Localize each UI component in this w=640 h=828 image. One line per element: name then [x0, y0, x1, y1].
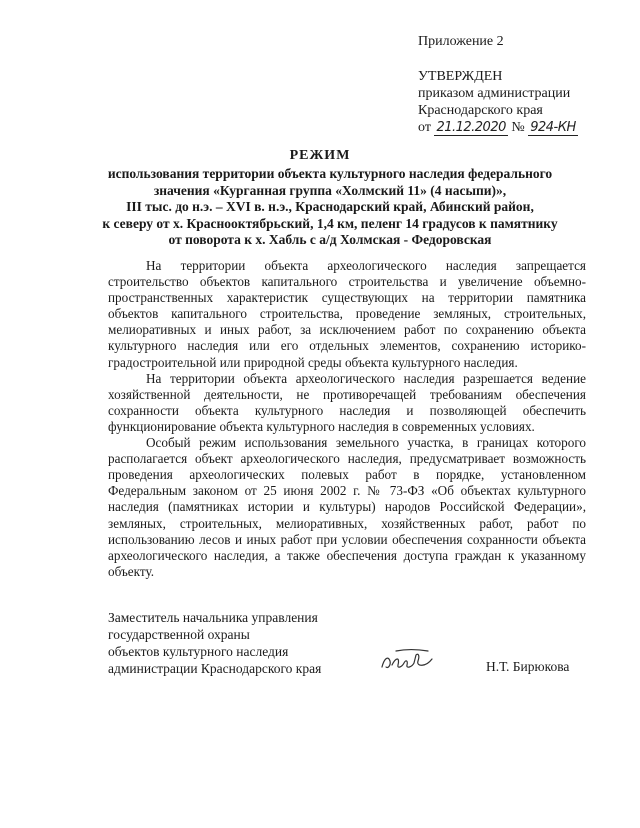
handwritten-signature	[376, 645, 440, 675]
order-from: от	[418, 120, 431, 135]
subtitle-line: использования территории объекта культурного наследия федерального	[107, 166, 553, 181]
order-line-1: приказом администрации	[418, 86, 571, 101]
signatory-position	[108, 609, 321, 677]
approval-block	[418, 68, 578, 136]
signatory-name: Н.Т. Бирюкова	[486, 659, 570, 674]
order-line-2: Краснодарского края	[418, 103, 543, 118]
subtitle-line: к северу от х. Краснооктябрьский, 1,4 км, пеленг 14 градусов к памятнику	[102, 215, 558, 231]
subtitle-line: значения «Курганная группа «Холмский 11» (4 насыпи)»,	[153, 182, 507, 198]
subtitle-line: от поворота к х. Хабль с а/д Холмская - Федоровская	[168, 232, 492, 248]
paragraph-prohibitions: На территории объекта археологического наследия запрещается строительство объектов капитального строительства и увеличение объемно-пространственных характеристик существующих на территории памятника объектов капитального строительства, проведение земляных, строительных, мелиоративных и иных работ, за исключением работ по сохранению объекта культурного наследия или его отдельных элементов, сохранению историко-градостроительной или природной среды объекта культурного наследия.	[108, 258, 586, 370]
paragraph-special-regime: Особый режим использования земельного участка, в границах которого располагается объект археологического наследия, предусматривает возможность проведения археологических полевых работ в порядке, установленном Федеральным законом от 25 июня 2002 г. № 73-ФЗ «Об объектах культурного наследия (памятниках истории и культуры) народов Российской Федерации», земляных, строительных, мелиоративных, хозяйственных работ, работ по использованию лесов и иных работ при условии обеспечения сохранности объекта археологического наследия, а также обеспечения доступа граждан к указанному объекту.	[108, 435, 586, 579]
subtitle-line: III тыс. до н.э. – XVI в. н.э., Краснодарский край, Абинский район,	[126, 199, 534, 215]
order-number: 924-КН	[530, 120, 576, 135]
appendix-label: Приложение 2	[418, 34, 504, 49]
position-line: Заместитель начальника управления	[108, 610, 318, 625]
order-date: 21.12.2020	[436, 120, 506, 135]
order-date-line	[418, 119, 578, 136]
order-number-sign: №	[511, 120, 525, 135]
position-line: объектов культурного наследия	[108, 644, 289, 659]
document-title: РЕЖИМ	[289, 148, 351, 163]
approved-label: УТВЕРЖДЕН	[418, 69, 503, 84]
position-line: администрации Краснодарского края	[108, 661, 322, 676]
paragraph-permissions: На территории объекта археологического наследия разрешается ведение хозяйственной деятельности, не противоречащей требованиям обеспечения сохранности объекта культурного наследия и позволяющей обеспечить функционирование объекта культурного наследия в современных условиях.	[108, 370, 586, 434]
position-line: государственной охраны	[108, 627, 250, 642]
document-body	[108, 258, 586, 580]
document-subtitle	[100, 166, 560, 249]
